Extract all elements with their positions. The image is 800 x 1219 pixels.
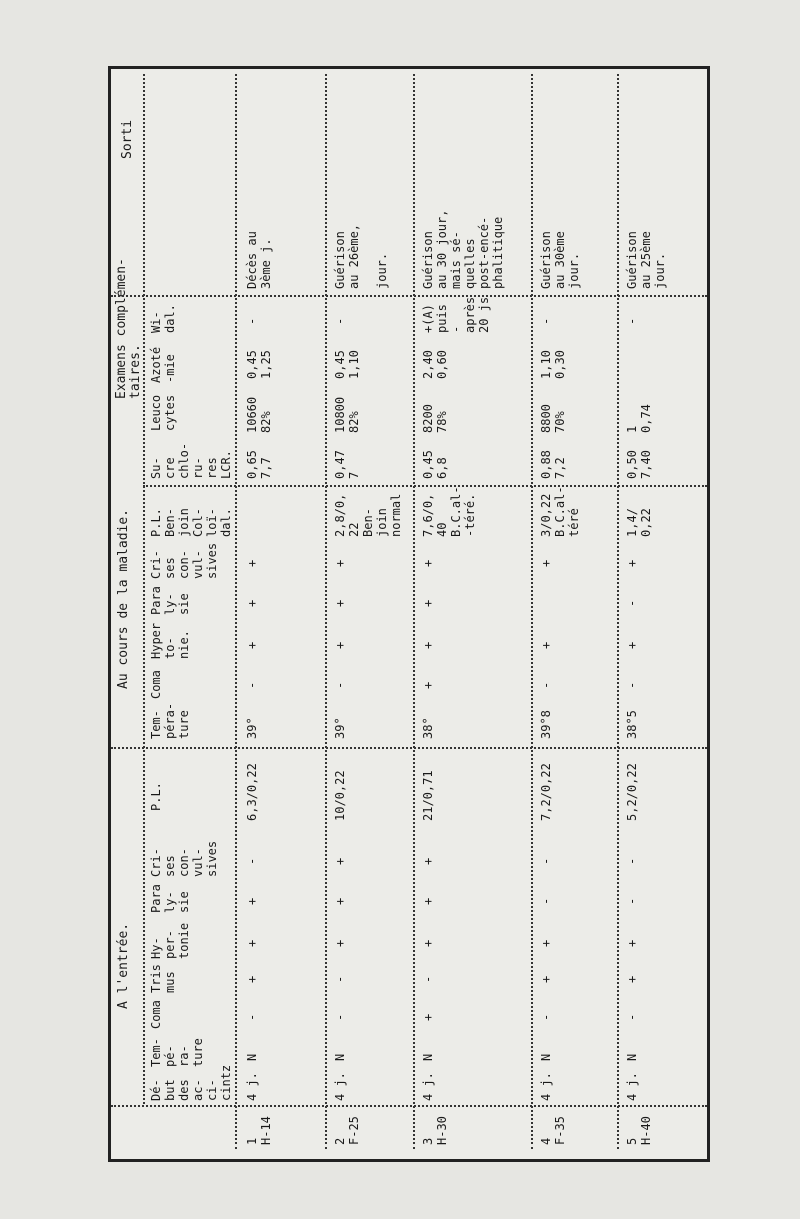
cell-temp2: 38°: [421, 717, 435, 739]
cell-hyper2: +: [421, 641, 435, 649]
cell-coma1: -: [245, 1013, 259, 1021]
hdr-leuco: Leuco cytes: [149, 394, 177, 431]
cell-temp1: N: [333, 1053, 347, 1061]
hdr-para1: Para ly- sie: [149, 884, 191, 913]
group-examens: Examens complémen- taires.: [114, 258, 143, 399]
cell-tris: +: [539, 975, 553, 983]
cell-leuco: 8800 70%: [539, 404, 567, 433]
cell-para2: +: [421, 599, 435, 607]
cell-leuco: 10800 82%: [333, 396, 361, 433]
hdr-azote: Azoté -mie: [149, 346, 177, 383]
cell-sucre: 0,47 7: [333, 450, 361, 479]
hdr-cri2: Cri- ses con- vul- sives: [149, 542, 219, 579]
cell-azote: 1,10 0,30: [539, 350, 567, 379]
cell-cri2: +: [333, 559, 347, 567]
cell-pl1: 10/0,22: [333, 770, 347, 821]
cell-para2: -: [625, 599, 639, 607]
cell-temp1: N: [625, 1053, 639, 1061]
cell-para1: +: [245, 897, 259, 905]
cell-pl1: 6,3/0,22: [245, 763, 259, 821]
table-row: [417, 69, 537, 1159]
hdr-tris: Tris mus: [149, 964, 177, 993]
hdr-cri1: Cri- ses con- vul- sives: [149, 840, 219, 877]
cell-cri1: -: [625, 857, 639, 865]
cell-sucre: 0,65 7,7: [245, 450, 273, 479]
hdr-hyper2: Hyper to- nie.: [149, 622, 191, 659]
cell-sorti: Décès au 3ème j.: [245, 231, 273, 289]
hdr-pl2: P.L. Ben- join Col- loï- dal.: [149, 508, 233, 537]
cell-tris: +: [625, 975, 639, 983]
hdr-para2: Para ly- sie: [149, 586, 191, 615]
cell-azote: 0,45 1,10: [333, 350, 361, 379]
cell-para1: +: [333, 897, 347, 905]
cell-debut: 4 j.: [539, 1072, 553, 1101]
cell-hyper1: +: [245, 939, 259, 947]
cell-widal: -: [625, 317, 639, 325]
hdr-pl1: P.L.: [149, 782, 163, 811]
cell-coma2: -: [625, 681, 639, 689]
cell-temp1: N: [245, 1053, 259, 1061]
group-sorti: Sorti: [120, 119, 135, 159]
cell-cri1: -: [245, 857, 259, 865]
cell-sucre: 0,45 6,8: [421, 450, 449, 479]
row-id: 4 F-35: [539, 1116, 567, 1145]
cell-temp2: 39°: [333, 717, 347, 739]
cell-hyper2: +: [245, 641, 259, 649]
cell-tris: -: [421, 975, 435, 983]
cell-coma2: -: [333, 681, 347, 689]
cell-para2: +: [333, 599, 347, 607]
cell-coma1: -: [625, 1013, 639, 1021]
cell-pl1: 7,2/0,22: [539, 763, 553, 821]
cell-para2: +: [245, 599, 259, 607]
cell-temp1: N: [421, 1053, 435, 1061]
hdr-widal: Wi- dal.: [149, 304, 177, 333]
row-divider: [413, 74, 415, 1149]
rotated-table: [111, 69, 707, 1159]
row-id: 1 H-14: [245, 1116, 273, 1145]
cell-sucre: 0,88 7,2: [539, 450, 567, 479]
cell-pl1: 5,2/0,22: [625, 763, 639, 821]
cell-widal: -: [333, 317, 347, 325]
cell-debut: 4 j.: [245, 1072, 259, 1101]
cell-cri2: +: [245, 559, 259, 567]
cell-hyper1: +: [539, 939, 553, 947]
cell-cri1: +: [421, 857, 435, 865]
cell-debut: 4 j.: [333, 1072, 347, 1101]
row-divider: [617, 74, 619, 1149]
row-id: 2 F-25: [333, 1116, 361, 1145]
cell-debut: 4 j.: [421, 1072, 435, 1101]
cell-widal: +(A) puis - après 20 js: [421, 296, 491, 333]
table-row: [535, 69, 625, 1159]
cell-pl2: 3/0,22 B.C.al- téré: [539, 486, 581, 537]
group-divider: [143, 74, 145, 1104]
cell-cri1: +: [333, 857, 347, 865]
cell-azote: 2,40 0,60: [421, 350, 449, 379]
cell-sorti: Guérison au 30ème jour.: [539, 231, 581, 289]
table-row: [621, 69, 707, 1159]
row-divider: [325, 74, 327, 1149]
cell-debut: 4 j.: [625, 1072, 639, 1101]
row-id: 5 H-40: [625, 1116, 653, 1145]
cell-temp2: 38°5: [625, 710, 639, 739]
cell-hyper1: +: [625, 939, 639, 947]
cell-cri2: +: [539, 559, 553, 567]
hdr-sucre: Su- cre chlo- ru- res LCR.: [149, 442, 233, 479]
row-divider: [531, 74, 533, 1149]
cell-hyper2: +: [333, 641, 347, 649]
cell-temp2: 39°: [245, 717, 259, 739]
cell-coma2: -: [539, 681, 553, 689]
hdr-temp1: Tem- pé- ra- ture: [149, 1038, 205, 1067]
cell-para1: +: [421, 897, 435, 905]
hdr-temp2: Tem- péra- ture: [149, 702, 191, 739]
row-id: 3 H-30: [421, 1116, 449, 1145]
cell-temp1: N: [539, 1053, 553, 1061]
cell-sorti: Guérison au 25ème jour.: [625, 231, 667, 289]
hdr-debut: Dé- but des ac- ci- cintz: [149, 1064, 233, 1101]
cell-sucre: 0,50 7,40: [625, 450, 653, 479]
cell-leuco: 1 0,74: [625, 404, 653, 433]
group-cours: Au cours de la maladie.: [116, 508, 131, 689]
cell-sorti: Guérison au 30 jour, mais sé- quelles post-encé- phalitique: [421, 209, 505, 289]
cell-pl1: 21/0,71: [421, 770, 435, 821]
cell-para1: -: [539, 897, 553, 905]
cell-temp2: 39°8: [539, 710, 553, 739]
header-divider: [235, 74, 237, 1149]
cell-para1: -: [625, 897, 639, 905]
table-row: [241, 69, 331, 1159]
table-sheet: [108, 66, 710, 1162]
cell-cri2: +: [421, 559, 435, 567]
hdr-coma1: Coma: [149, 1000, 163, 1029]
cell-coma2: -: [245, 681, 259, 689]
cell-leuco: 10660 82%: [245, 396, 273, 433]
cell-hyper2: +: [539, 641, 553, 649]
cell-hyper1: +: [421, 939, 435, 947]
hdr-coma2: Coma: [149, 670, 163, 699]
cell-coma2: +: [421, 681, 435, 689]
cell-widal: -: [245, 317, 259, 325]
cell-tris: +: [245, 975, 259, 983]
cell-azote: 0,45 1,25: [245, 350, 273, 379]
hdr-hyper1: Hy- per- tonie: [149, 922, 191, 959]
cell-pl2: 7,6/0, 40 B.C.al- -téré.: [421, 486, 477, 537]
group-entree: A l'entrée.: [116, 922, 131, 1009]
cell-cri2: +: [625, 559, 639, 567]
cell-pl2: 2,8/0, 22 Ben- join normal: [333, 493, 403, 537]
cell-hyper1: +: [333, 939, 347, 947]
cell-pl2: 1,4/ 0,22: [625, 508, 653, 537]
cell-sorti: Guérison au 26ème, jour.: [333, 223, 389, 289]
cell-coma1: -: [539, 1013, 553, 1021]
cell-tris: -: [333, 975, 347, 983]
cell-cri1: -: [539, 857, 553, 865]
cell-coma1: -: [333, 1013, 347, 1021]
cell-coma1: +: [421, 1013, 435, 1021]
cell-hyper2: +: [625, 641, 639, 649]
cell-leuco: 8200 78%: [421, 404, 449, 433]
cell-widal: -: [539, 317, 553, 325]
